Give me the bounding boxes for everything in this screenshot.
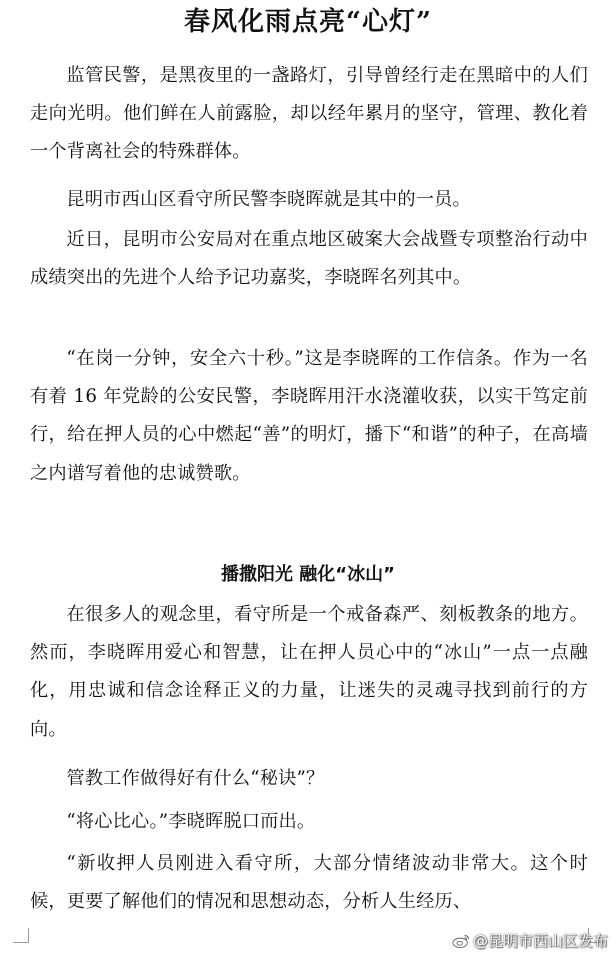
section-title: 播撒阳光 融化“冰山” [221,564,395,585]
section-paragraph-4: “新收押人员刚进入看守所，大部分情绪波动非常大。这个时候，更要了解他们的情况和思想动态，分析人生经历、 [30,853,588,913]
weibo-watermark [452,930,608,951]
paragraph-1: 监管民警，是黑夜里的一盏路灯，引导曾经行走在黑暗中的人们走向光明。他们鲜在人前露脸，却以经年累月的坚守，管理、教化着一个背离社会的特殊群体。 [30,65,588,163]
paragraph-3: 近日，昆明市公安局对在重点地区破案大会战暨专项整治行动中成绩突出的先进个人给予记功嘉奖，李晓晖名列其中。 [30,229,588,289]
paragraph-4: “在岗一分钟，安全六十秒。”这是李晓晖的工作信条。作为一名有着 16 年党龄的公安民警，李晓晖用汗水浇灌收获，以实干笃定前行，给在押人员的心中燃起“善”的明灯，播下“和谐”的种子，在高墙之内谱写着他的忠诚赞歌。 [30,348,588,484]
page-corner-mark-left [28,928,43,942]
watermark-text: @昆明市西山区发布 [472,932,608,950]
section-paragraph-1: 在很多人的观念里，看守所是一个戒备森严、刻板教条的地方。然而，李晓晖用爱心和智慧，让在押人员心中的“冰山”一点一点融化，用忠诚和信念诠释正义的力量，让迷失的灵魂寻找到前行的方向。 [30,604,588,740]
weibo-icon [452,933,470,949]
paragraph-2: 昆明市西山区看守所民警李晓晖就是其中的一员。 [66,189,471,210]
document-title: 春风化雨点亮“心灯” [184,7,432,37]
section-paragraph-3: “将心比心。”李晓晖脱口而出。 [66,811,316,832]
section-paragraph-2: 管教工作做得好有什么“秘诀”？ [66,768,325,789]
